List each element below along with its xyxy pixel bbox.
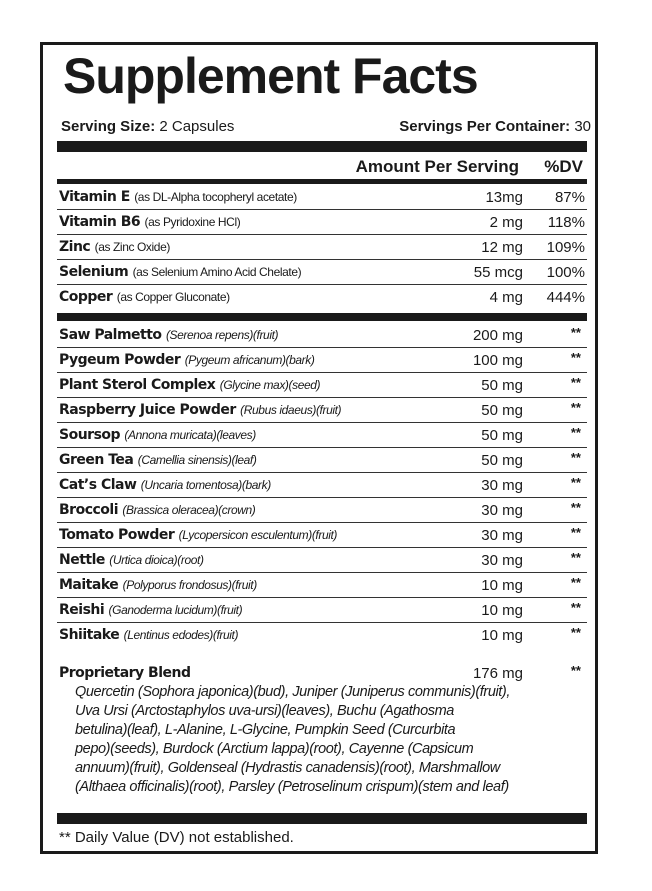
herb-amount: 10 mg — [481, 627, 523, 644]
herb-amount: 30 mg — [481, 552, 523, 569]
herb-dv: ** — [570, 425, 581, 440]
vitamin-dv: 109% — [546, 239, 585, 256]
vitamin-dv: 444% — [546, 289, 585, 306]
herb-row — [57, 573, 587, 598]
herb-amount: 30 mg — [481, 527, 523, 544]
herb-amount: 50 mg — [481, 402, 523, 419]
vitamin-row — [57, 235, 587, 260]
blend-line: betulina)(leaf), L-Alanine, L-Glycine, Pumpkin Seed (Curcurbita — [75, 722, 456, 738]
herb-row — [57, 598, 587, 623]
herb-amount: 50 mg — [481, 377, 523, 394]
herb-name: Tomato Powder (Lycopersicon esculentum)(fruit) — [59, 527, 338, 543]
herb-name: Nettle (Urtica dioica)(root) — [59, 552, 204, 568]
vitamin-name: Vitamin B6 (as Pyridoxine HCl) — [59, 214, 241, 230]
panel-title: Supplement Facts — [63, 48, 478, 104]
herb-detail: (Uncaria tomentosa)(bark) — [140, 478, 271, 492]
supplement-facts-panel — [40, 42, 598, 854]
herb-name: Reishi (Ganoderma lucidum)(fruit) — [59, 602, 243, 618]
herb-dv: ** — [570, 600, 581, 615]
vitamin-list — [57, 185, 587, 310]
herb-dv: ** — [570, 575, 581, 590]
vitamin-detail: (as Pyridoxine HCl) — [144, 215, 241, 229]
vitamin-name: Vitamin E (as DL-Alpha tocopheryl acetate) — [59, 189, 297, 205]
herb-detail: (Camellia sinensis)(leaf) — [137, 453, 257, 467]
divider-thick-top — [57, 141, 587, 152]
servings-per-container — [399, 118, 591, 135]
herb-detail: (Brassica oleracea)(crown) — [122, 503, 256, 517]
vitamin-name: Copper (as Copper Gluconate) — [59, 289, 230, 305]
herb-detail: (Glycine max)(seed) — [219, 378, 321, 392]
herb-amount: 50 mg — [481, 427, 523, 444]
herb-amount: 10 mg — [481, 602, 523, 619]
herb-dv: ** — [570, 475, 581, 490]
amount-per-serving-heading: Amount Per Serving — [355, 157, 519, 176]
herb-name: Broccoli (Brassica oleracea)(crown) — [59, 502, 256, 518]
blend-line: Quercetin (Sophora japonica)(bud), Juniper (Juniperus communis)(fruit), — [75, 684, 510, 700]
vitamin-detail: (as DL-Alpha tocopheryl acetate) — [134, 190, 297, 204]
herb-row — [57, 373, 587, 398]
blend-amount: 176 mg — [472, 665, 523, 682]
herb-detail: (Urtica dioica)(root) — [109, 553, 204, 567]
vitamin-detail: (as Copper Gluconate) — [116, 290, 230, 304]
herb-name: Plant Sterol Complex (Glycine max)(seed) — [59, 377, 321, 393]
dv-heading: %DV — [544, 157, 583, 176]
herb-dv: ** — [570, 625, 581, 640]
herb-row — [57, 498, 587, 523]
herb-detail: (Rubus idaeus)(fruit) — [240, 403, 342, 417]
blend-ingredients — [75, 683, 580, 797]
proprietary-blend — [57, 661, 587, 813]
serving-size-value: 2 Capsules — [159, 118, 235, 135]
amount-header — [57, 154, 587, 178]
herb-name: Maitake (Polyporus frondosus)(fruit) — [59, 577, 257, 593]
herb-detail: (Polyporus frondosus)(fruit) — [122, 578, 257, 592]
herb-name: Saw Palmetto (Serenoa repens)(fruit) — [59, 327, 279, 343]
blend-line: (Althaea officinalis)(root), Parsley (Petroselinum crispum)(stem and leaf) — [75, 779, 509, 795]
herb-detail: (Pygeum africanum)(bark) — [184, 353, 315, 367]
divider-vitamins — [57, 313, 587, 321]
vitamin-name: Selenium (as Selenium Amino Acid Chelate) — [59, 264, 302, 280]
footnote: ** Daily Value (DV) not established. — [59, 829, 294, 846]
herb-name: Pygeum Powder (Pygeum africanum)(bark) — [59, 352, 315, 368]
herb-row — [57, 473, 587, 498]
herb-detail: (Ganoderma lucidum)(fruit) — [108, 603, 243, 617]
herb-amount: 50 mg — [481, 452, 523, 469]
vitamin-amount: 55 mcg — [473, 264, 523, 281]
vitamin-dv: 100% — [546, 264, 585, 281]
herb-row — [57, 323, 587, 348]
herb-row — [57, 348, 587, 373]
herb-dv: ** — [570, 375, 581, 390]
blend-line: pepo)(seeds), Burdock (Arctium lappa)(root), Cayenne (Capsicum — [75, 741, 474, 757]
servings-per-container-label: Servings Per Container: — [399, 118, 571, 135]
herb-row — [57, 548, 587, 573]
herb-amount: 100 mg — [472, 352, 523, 369]
vitamin-dv: 118% — [547, 214, 585, 231]
divider-header — [57, 179, 587, 184]
herb-name: Soursop (Annona muricata)(leaves) — [59, 427, 256, 443]
vitamin-detail: (as Selenium Amino Acid Chelate) — [132, 265, 302, 279]
vitamin-dv: 87% — [554, 189, 585, 206]
herb-dv: ** — [570, 550, 581, 565]
vitamin-row — [57, 210, 587, 235]
blend-line: Uva Ursi (Arctostaphylos uva-ursi)(leaves), Buchu (Agathosma — [75, 703, 454, 719]
blend-name: Proprietary Blend — [59, 665, 191, 681]
herb-row — [57, 398, 587, 423]
herb-amount: 30 mg — [481, 477, 523, 494]
herb-dv: ** — [570, 525, 581, 540]
herb-detail: (Lentinus edodes)(fruit) — [123, 628, 239, 642]
herb-dv: ** — [570, 325, 581, 340]
herb-row — [57, 448, 587, 473]
herb-dv: ** — [570, 400, 581, 415]
divider-bottom — [57, 813, 587, 824]
vitamin-row — [57, 285, 587, 310]
vitamin-detail: (as Zinc Oxide) — [94, 240, 170, 254]
serving-size — [61, 118, 234, 135]
herb-dv: ** — [570, 350, 581, 365]
herb-amount: 30 mg — [481, 502, 523, 519]
herb-row — [57, 423, 587, 448]
serving-size-label: Serving Size: — [61, 118, 156, 135]
vitamin-amount: 12 mg — [481, 239, 523, 256]
vitamin-name: Zinc (as Zinc Oxide) — [59, 239, 170, 255]
herb-dv: ** — [570, 500, 581, 515]
herb-name: Shiitake (Lentinus edodes)(fruit) — [59, 627, 239, 643]
herb-list — [57, 323, 587, 648]
vitamin-row — [57, 185, 587, 210]
vitamin-amount: 2 mg — [489, 214, 523, 231]
herb-dv: ** — [570, 450, 581, 465]
vitamin-amount: 13mg — [485, 189, 523, 206]
herb-amount: 200 mg — [472, 327, 523, 344]
herb-detail: (Annona muricata)(leaves) — [124, 428, 256, 442]
herb-detail: (Serenoa repens)(fruit) — [165, 328, 279, 342]
blend-dv: ** — [570, 663, 581, 678]
herb-detail: (Lycopersicon esculentum)(fruit) — [178, 528, 338, 542]
blend-line: annuum)(fruit), Goldenseal (Hydrastis canadensis)(root), Marshmallow — [75, 760, 500, 776]
servings-per-container-value: 30 — [574, 118, 591, 135]
serving-info — [61, 118, 591, 135]
herb-amount: 10 mg — [481, 577, 523, 594]
herb-name: Cat’s Claw (Uncaria tomentosa)(bark) — [59, 477, 271, 493]
herb-row — [57, 623, 587, 648]
vitamin-amount: 4 mg — [489, 289, 523, 306]
vitamin-row — [57, 260, 587, 285]
herb-name: Green Tea (Camellia sinensis)(leaf) — [59, 452, 257, 468]
herb-name: Raspberry Juice Powder (Rubus idaeus)(fruit) — [59, 402, 342, 418]
herb-row — [57, 523, 587, 548]
